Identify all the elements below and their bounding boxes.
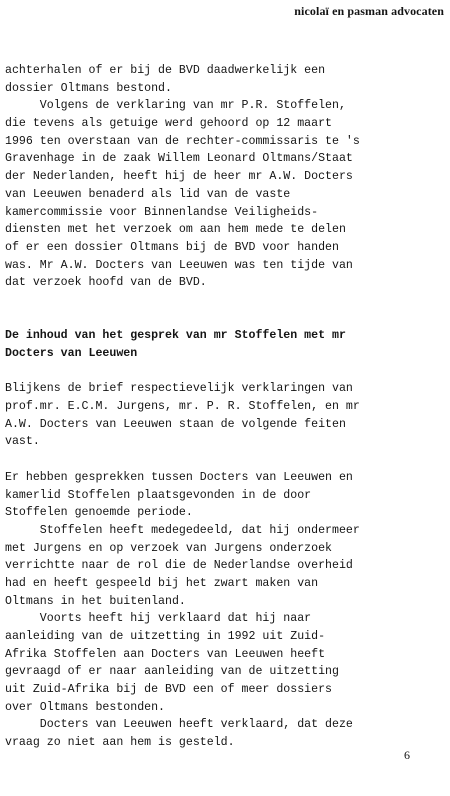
text-line: die tevens als getuige werd gehoord op 12 maart — [5, 117, 332, 131]
firm-header: nicolaï en pasman advocaten — [294, 4, 444, 18]
text-line: 1996 ten overstaan van de rechter-commissaris te 's — [5, 134, 360, 148]
text-line: Stoffelen genoemde periode. — [5, 506, 193, 520]
blank-line — [5, 310, 441, 328]
text-line: met Jurgens en op verzoek van Jurgens onderzoek — [5, 541, 332, 555]
text-line: Blijkens de brief respectievelijk verklaringen van — [5, 382, 353, 396]
text-line: dossier Oltmans bestond. — [5, 81, 172, 95]
text-line: verrichtte naar de rol die de Nederlandse overheid — [5, 559, 353, 573]
text-line: Gravenhage in de zaak Willem Leonard Oltmans/Staat — [5, 152, 353, 166]
page-number: 6 — [404, 748, 410, 762]
text-line: dat verzoek hoofd van de BVD. — [5, 276, 207, 290]
text-line: over Oltmans bestonden. — [5, 700, 166, 714]
blank-line — [5, 451, 441, 469]
text-line: vraag zo niet aan hem is gesteld. — [5, 736, 235, 750]
blank-line — [5, 292, 441, 310]
text-line: Volgens de verklaring van mr P.R. Stoffelen, — [5, 99, 346, 113]
text-line: was. Mr A.W. Docters van Leeuwen was ten tijde van — [5, 258, 353, 272]
text-line: der Nederlanden, heeft hij de heer mr A.W. Docters — [5, 170, 353, 184]
text-line: diensten met het verzoek om aan hem mede te delen — [5, 223, 346, 237]
text-line: Voorts heeft hij verklaard dat hij naar — [5, 612, 312, 626]
text-line: kamerlid Stoffelen plaatsgevonden in de door — [5, 488, 312, 502]
text-line: van Leeuwen benaderd als lid van de vaste — [5, 187, 291, 201]
text-line: of er een dossier Oltmans bij de BVD voor handen — [5, 240, 339, 254]
text-line: achterhalen of er bij de BVD daadwerkelijk een — [5, 64, 326, 77]
text-line: Er hebben gesprekken tussen Docters van Leeuwen en — [5, 470, 353, 484]
text-line: Oltmans in het buitenland. — [5, 594, 186, 608]
text-line: kamercommissie voor Binnenlandse Veiligheids- — [5, 205, 319, 219]
text-line: Stoffelen heeft medegedeeld, dat hij ondermeer — [5, 523, 360, 537]
text-line: aanleiding van de uitzetting in 1992 uit Zuid- — [5, 630, 326, 643]
text-line: had en heeft gespeeld bij het zwart maken van — [5, 576, 319, 590]
document-body — [5, 62, 441, 752]
text-line: Docters van Leeuwen heeft verklaard, dat deze — [5, 718, 353, 732]
text-line: A.W. Docters van Leeuwen staan de volgende feiten — [5, 417, 346, 431]
text-line: Afrika Stoffelen aan Docters van Leeuwen heeft — [5, 647, 326, 661]
section-heading-line: Docters van Leeuwen — [5, 347, 138, 360]
section-heading-line: De inhoud van het gesprek van mr Stoffelen met mr — [5, 329, 346, 343]
blank-line — [5, 363, 441, 381]
text-line: gevraagd of er naar aanleiding van de uitzetting — [5, 665, 339, 679]
text-line: vast. — [5, 435, 40, 449]
text-line: uit Zuid-Afrika bij de BVD een of meer dossiers — [5, 683, 332, 697]
text-line: prof.mr. E.C.M. Jurgens, mr. P. R. Stoffelen, en mr — [5, 400, 360, 414]
